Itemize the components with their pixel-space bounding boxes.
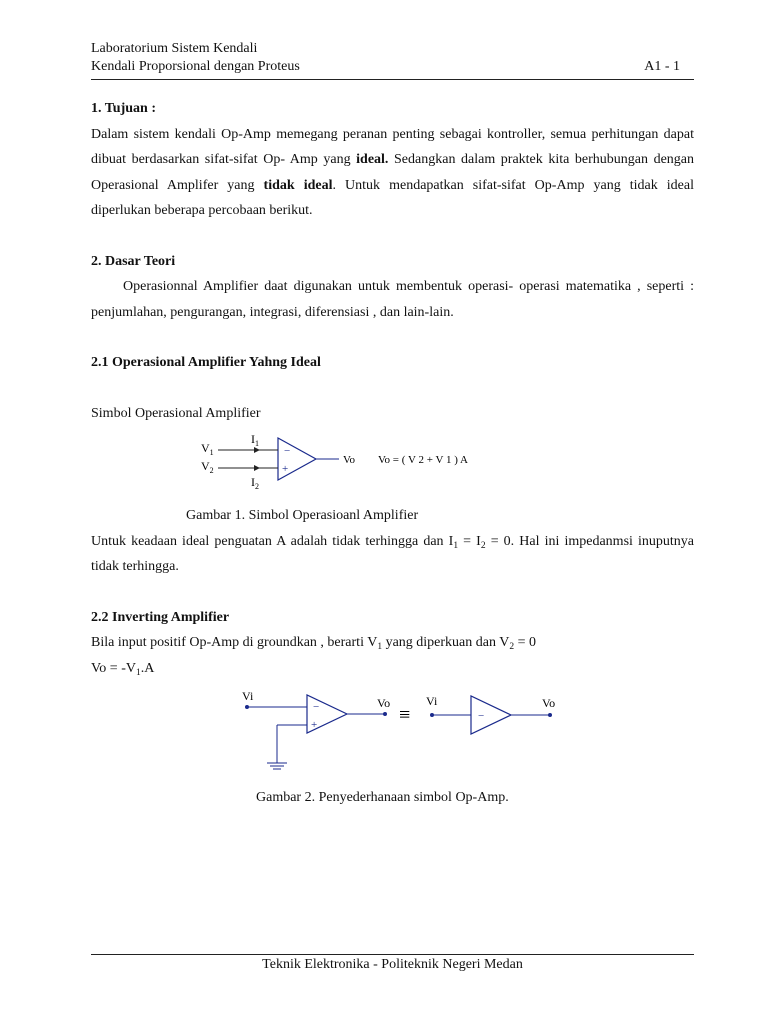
s1-text-e: . Untuk mendapatkan sifat-sifat Op-Amp yang tidak ideal diperlukan beberapa percobaan berikut.	[91, 177, 694, 218]
simbol-label: Simbol Operasional Amplifier	[91, 405, 261, 421]
section-2-2-title: 2.2 Inverting Amplifier	[91, 609, 230, 625]
arrow-i2	[254, 465, 260, 471]
footer-divider	[91, 954, 694, 955]
minus-sign-right: −	[478, 710, 485, 722]
opamp-symbol-diagram	[91, 426, 694, 503]
section-2-1-paragraph: Untuk keadaan ideal penguatan A adalah tidak terhingga dan $I_1 = I_2 = 0$. Hal ini impedanmsi inuputnya tidak terhingga.	[91, 533, 695, 574]
section-2-2-paragraph: Bila input positif Op-Amp di groundkan , berarti $V_1$ yang diperkuan dan $V_2 = 0$	[91, 635, 536, 652]
inverting-amplifier-diagram	[91, 681, 694, 785]
minus-sign-left: −	[313, 701, 320, 713]
label-v2: $V_2$	[201, 459, 214, 475]
s1-bold-ideal: ideal.	[356, 152, 389, 167]
header-page-number: A1 - 1	[644, 59, 680, 74]
section-1-title: 1. Tujuan :	[91, 101, 156, 116]
label-vi-left: Vi	[242, 689, 254, 703]
label-vo-right: Vo	[542, 696, 556, 710]
section-1-paragraph	[91, 122, 694, 224]
label-i1: $I_1$	[251, 432, 259, 448]
section-2-title: 2. Dasar Teori	[91, 253, 176, 269]
s1-text-c: Sedangkan dalam praktek kita berhubungan dengan Operasional Amplifer yang	[91, 152, 695, 193]
vo-equation: $Vo = -V_1.A$	[91, 660, 155, 678]
label-vo: Vo	[343, 454, 356, 466]
figure-2	[91, 681, 694, 785]
label-v1: $V_1$	[201, 441, 214, 457]
equivalence-symbol: ≡	[399, 704, 411, 726]
s1-bold-tidak-ideal: tidak ideal	[263, 177, 333, 193]
header-module-title: Kendali Proporsional dengan Proteus	[91, 59, 300, 74]
opamp-triangle-right	[471, 696, 511, 734]
section-2-1-title: 2.1 Operasional Amplifier Yahng Ideal	[91, 355, 321, 370]
equation-vo: Vo = ( V 2 + V 1 ) A	[378, 454, 468, 466]
plus-sign: +	[282, 463, 289, 475]
label-i2: $I_2$	[251, 475, 259, 491]
vo-node-left	[383, 712, 387, 716]
page-content	[91, 96, 694, 811]
page-header	[91, 40, 680, 76]
vo-node-right	[548, 713, 552, 717]
figure-1-caption: Gambar 1. Simbol Operasioanl Amplifier	[186, 508, 419, 523]
page-footer: Teknik Elektronika - Politeknik Negeri Medan	[262, 957, 523, 972]
label-vo-left: Vo	[377, 696, 391, 710]
figure-2-caption: Gambar 2. Penyederhanaan simbol Op-Amp.	[256, 790, 509, 805]
minus-sign: −	[284, 445, 291, 457]
plus-sign-left: +	[311, 719, 318, 731]
header-lab-name: Laboratorium Sistem Kendali	[91, 41, 258, 56]
header-divider	[91, 79, 694, 80]
s1-text-a: Dalam sistem kendali Op-Amp memegang peranan penting sebagai kontroller, semua perhitungan dapat dibuat berdasarkan sifat-sifat Op- Amp yang	[91, 126, 694, 167]
label-vi-right: Vi	[426, 694, 438, 708]
section-2-paragraph: Operasionnal Amplifier daat digunakan untuk membentuk operasi- operasi matematika , seperti : penjumlahan, pengurangan, integrasi, diferensiasi , dan lain-lain.	[91, 279, 694, 320]
figure-1	[91, 426, 694, 503]
